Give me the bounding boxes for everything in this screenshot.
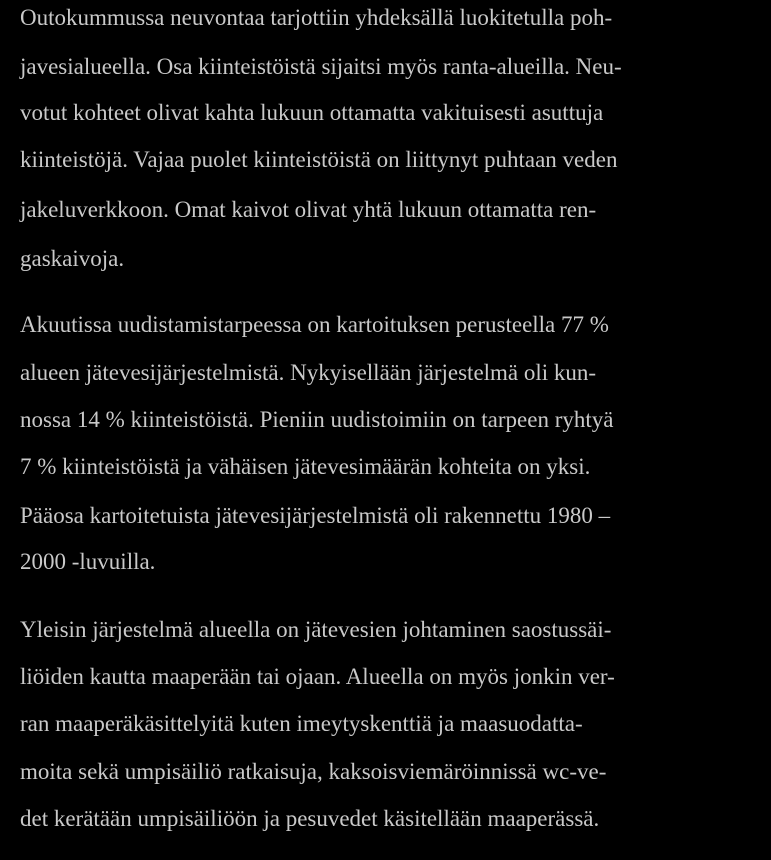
- text-line: liöiden kautta maaperään tai ojaan. Alueella on myös jonkin ver-: [20, 664, 615, 689]
- text-line: ran maaperäkäsittelyitä kuten imeytyskenttiä ja maasuodatta-: [20, 711, 583, 736]
- text-line: 7 % kiinteistöistä ja vähäisen jätevesimäärän kohteita on yksi.: [20, 454, 591, 479]
- text-line: javesialueella. Osa kiinteistöistä sijaitsi myös ranta-alueilla. Neu-: [20, 54, 622, 79]
- text-line: Yleisin järjestelmä alueella on jätevesien johtaminen saostussäi-: [20, 617, 612, 642]
- text-line: nossa 14 % kiinteistöistä. Pieniin uudistoimiin on tarpeen ryhtyä: [20, 407, 614, 432]
- text-line: 2000 -luvuilla.: [20, 549, 156, 574]
- text-line: Outokummussa neuvontaa tarjottiin yhdeksällä luokitetulla poh-: [20, 5, 613, 30]
- text-line: gaskaivoja.: [20, 246, 125, 271]
- text-line: moita sekä umpisäiliö ratkaisuja, kaksoisviemäröinnissä wc-ve-: [20, 759, 607, 784]
- text-line: det kerätään umpisäiliöön ja pesuvedet käsitellään maaperässä.: [20, 806, 600, 831]
- text-line: jakeluverkkoon. Omat kaivot olivat yhtä lukuun ottamatta ren-: [20, 197, 597, 222]
- text-line: votut kohteet olivat kahta lukuun ottamatta vakituisesti asuttuja: [20, 100, 604, 125]
- text-line: Pääosa kartoitetuista jätevesijärjestelmistä oli rakennettu 1980 –: [20, 503, 611, 528]
- text-line: Akuutissa uudistamistarpeessa on kartoituksen perusteella 77 %: [20, 312, 609, 337]
- text-line: alueen jätevesijärjestelmistä. Nykyisellään järjestelmä oli kun-: [20, 360, 597, 385]
- text-line: kiinteistöjä. Vajaa puolet kiinteistöistä on liittynyt puhtaan veden: [20, 147, 618, 172]
